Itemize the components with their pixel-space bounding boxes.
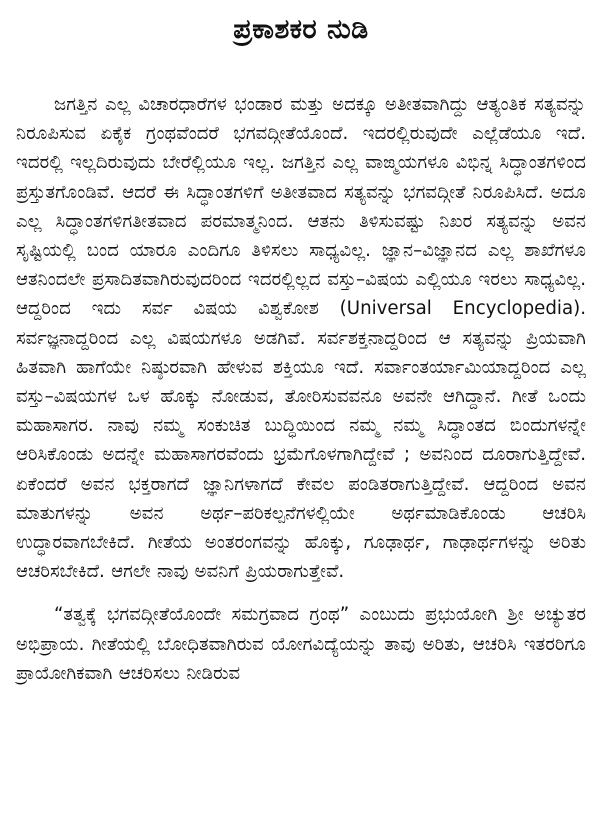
paragraph-2: “ತತ್ವಕ್ಕೆ ಭಗವದ್ಗೀತೆಯೊಂದೇ ಸಮಗ್ರವಾದ ಗ್ರಂಥ” ಎಂಬುದು ಪ್ರಭುಯೋಗಿ ಶ್ರೀ ಅಚ್ಯುತರ ಅಭಿಪ್ರಾಯ. ಗೀತೆಯಲ್ಲಿ ಬೋಧಿತವಾಗಿರುವ ಯೋಗವಿದ್ಯೆಯನ್ನು ತಾವು ಅರಿತು, ಆಚರಿಸಿ ಇತರರಿಗೂ ಪ್ರಾಯೋಗಿಕವಾಗಿ ಆಚರಿಸಲು ನೀಡಿರುವ xyxy=(16,604,586,684)
paragraph-1: ಜಗತ್ತಿನ ಎಲ್ಲ ವಿಚಾರಧಾರೆಗಳ ಭಂಡಾರ ಮತ್ತು ಅದಕ್ಕೂ ಅತೀತವಾಗಿದ್ದು ಆತ್ಯಂತಿಕ ಸತ್ಯವನ್ನು ನಿರೂಪಿಸುವ ಏಕೈಕ ಗ್ರಂಥವೆಂದರೆ ಭಗವದ್ಗೀತೆಯೊಂದೆ. ಇದರಲ್ಲಿರುವುದೇ ಎಲ್ಲೆಡೆಯೂ ಇದೆ. ಇದರಲ್ಲಿ ಇಲ್ಲದಿರುವುದು ಬೇರೆಲ್ಲಿಯೂ ಇಲ್ಲ. ಜಗತ್ತಿನ ಎಲ್ಲ ವಾಙ್ಮಯಗಳೂ ವಿಭಿನ್ನ ಸಿದ್ಧಾಂತಗಳಿಂದ ಪ್ರಸ್ತುತಗೊಂಡಿವೆ. ಆದರೆ ಈ ಸಿದ್ಧಾಂತಗಳಿಗೆ ಅತೀತವಾದ ಸತ್ಯವನ್ನು ಭಗವದ್ಗೀತೆ ನಿರೂಪಿಸಿದೆ. ಅದೂ ಎಲ್ಲ ಸಿದ್ಧಾಂತಗಳಿಗತೀತವಾದ ಪರಮಾತ್ಮನಿಂದ. ಆತನು ತಿಳಿಸುವಷ್ಟು ನಿಖರ ಸತ್ಯವನ್ನು ಅವನ ಸೃಷ್ಟಿಯಲ್ಲಿ ಬಂದ ಯಾರೂ ಎಂದಿಗೂ ತಿಳಿಸಲು ಸಾಧ್ಯವಿಲ್ಲ. ಜ್ಞಾನ–ವಿಜ್ಞಾನದ ಎಲ್ಲ ಶಾಖೆಗಳೂ ಆತನಿಂದಲೇ ಪ್ರಸಾದಿತವಾಗಿರುವುದರಿಂದ ಇದರಲ್ಲಿಲ್ಲದ ವಸ್ತು–ವಿಷಯ ಎಲ್ಲಿಯೂ ಇರಲು ಸಾಧ್ಯವಿಲ್ಲ. ಆದ್ದರಿಂದ ಇದು ಸರ್ವ ವಿಷಯ ವಿಶ್ವಕೋಶ (Universal Encyclopedia). ಸರ್ವಜ್ಞನಾದ್ದರಿಂದ ಎಲ್ಲ ವಿಷಯಗಳೂ ಅಡಗಿವೆ. ಸರ್ವಶಕ್ತನಾದ್ದರಿಂದ ಆ ಸತ್ಯವನ್ನು ಪ್ರಿಯವಾಗಿ ಹಿತವಾಗಿ ಹಾಗೆಯೇ ನಿಷ್ಠುರವಾಗಿ ಹೇಳುವ ಶಕ್ತಿಯೂ ಇದೆ. ಸರ್ವಾಂತರ್ಯಾಮಿಯಾದ್ದರಿಂದ ಎಲ್ಲ ವಸ್ತು–ವಿಷಯಗಳ ಒಳ ಹೊಕ್ಕು ನೋಡುವ, ತೋರಿಸುವವನೂ ಅವನೇ ಆಗಿದ್ದಾನೆ. ಗೀತೆ ಒಂದು ಮಹಾಸಾಗರ. ನಾವು ನಮ್ಮ ಸಂಕುಚಿತ ಬುದ್ಧಿಯಿಂದ ನಮ್ಮ ನಮ್ಮ ಸಿದ್ಧಾಂತದ ಬಿಂದುಗಳನ್ನೇ ಆರಿಸಿಕೊಂಡು ಅದನ್ನೇ ಮಹಾಸಾಗರವೆಂದು ಭ್ರಮೆಗೊಳಗಾಗಿದ್ದೇವೆ ; ಅವನಿಂದ ದೂರಾಗುತ್ತಿದ್ದೇವೆ. ಏಕೆಂದರೆ ಅವನ ಭಕ್ತರಾಗದೆ ಜ್ಞಾನಿಗಳಾಗದೆ ಕೇವಲ ಪಂಡಿತರಾಗುತ್ತಿದ್ದೇವೆ. ಆದ್ದರಿಂದ ಅವನ ಮಾತುಗಳನ್ನು ಅವನ ಅರ್ಥ–ಪರಿಕಲ್ಪನೆಗಳಲ್ಲಿಯೇ ಅರ್ಥಮಾಡಿಕೊಂಡು ಆಚರಿಸಿ ಉದ್ಧಾರವಾಗಬೇಕಿದೆ. ಗೀತೆಯ ಅಂತರಂಗವನ್ನು ಹೊಕ್ಕು, ಗೂಢಾರ್ಥ, ಗಾಢಾರ್ಥಗಳನ್ನು ಅರಿತು ಆಚರಿಸಬೇಕಿದೆ. ಆಗಲೇ ನಾವು ಅವನಿಗೆ ಪ್ರಿಯರಾಗುತ್ತೇವೆ. xyxy=(16,94,586,583)
page-title: ಪ್ರಕಾಶಕರ ನುಡಿ xyxy=(233,14,369,45)
